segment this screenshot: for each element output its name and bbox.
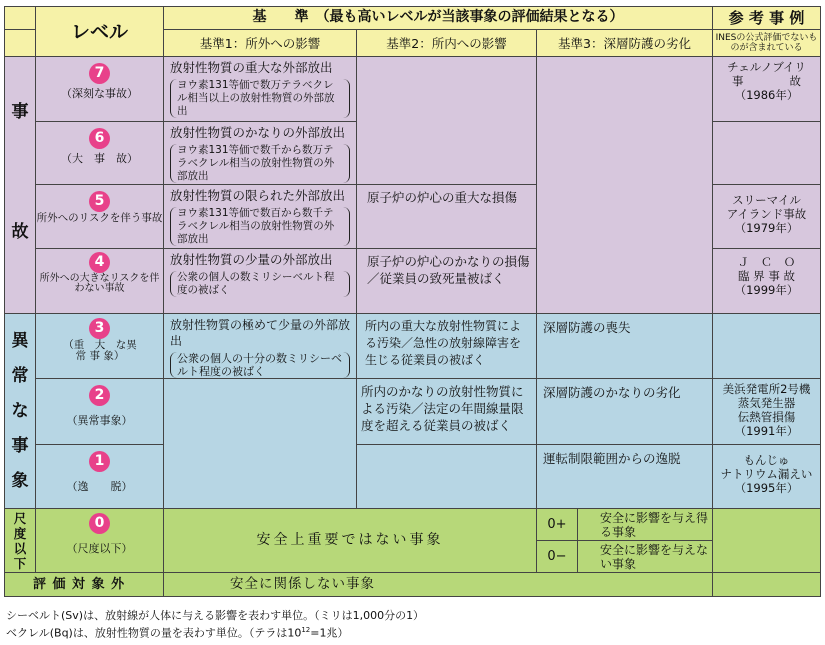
category-incident: 異 常 な 事 象 (5, 314, 36, 509)
ines-scale-table (4, 6, 821, 597)
category-accident: 事 故 (5, 57, 36, 314)
criteria-title: 基 準 （最も高いレベルが当該事象の評価結果となる） (252, 9, 624, 25)
level-title: レベル (70, 20, 128, 43)
c3-level3: 深層防護の喪失 (537, 314, 713, 379)
c3-level2: 深層防護のかなりの劣化 (537, 379, 713, 445)
header-level (36, 7, 164, 57)
ref-level0 (713, 509, 821, 573)
level0-text: 安全上重要ではない事象 (164, 509, 537, 573)
ref-level6 (713, 122, 821, 185)
level-name: 所外へのリスクを伴う事故 (36, 212, 163, 224)
level-badge: 1 (89, 451, 110, 472)
level-name: 所外への大きなリスクを伴わない事故 (39, 273, 160, 294)
level-name: （深刻な事故） (61, 87, 138, 100)
c1-level4: 放射性物質の少量の外部放出 公衆の個人の数ミリシーベルト程度の被ばく (164, 249, 357, 314)
header-ref (713, 7, 821, 30)
level-7 (36, 57, 164, 122)
c2-level7-6 (357, 57, 537, 185)
level0-plus-text: 安全に影響を与え得る事象 (600, 511, 709, 539)
c3-level1: 運転制限範囲からの逸脱 (537, 445, 713, 509)
header-ref-note: INESの公式評価でないものが含まれている (713, 30, 821, 57)
level-2 (36, 379, 164, 445)
level-badge: 7 (89, 63, 110, 84)
c1-level5: 放射性物質の限られた外部放出 ヨウ素131等価で数百から数千テラベクレル相当の放射性物質の外部放出 (164, 185, 357, 249)
level-1 (36, 445, 164, 509)
ref-level4: Ｊ Ｃ Ｏ 臨 界 事 故 （1999年） (713, 249, 821, 314)
header-criterion2: 基準2：所内への影響 (357, 30, 537, 57)
out-of-scale-text: 安全に関係しない事象 (164, 573, 713, 597)
level-name: （大 事 故） (61, 152, 138, 165)
ref-level2: 美浜発電所2号機 蒸気発生器 伝熱管損傷 （1991年） (713, 379, 821, 445)
ref-level3 (713, 314, 821, 379)
footnotes (6, 609, 424, 641)
c2-level4: 原子炉の炉心のかなりの損傷／従業員の致死量被ばく (357, 249, 537, 314)
level0-minus-label: 0− (537, 541, 578, 572)
note-sievert: シーベルト(Sv)は、放射線が人体に与える影響を表わす単位。（ミリは1,000分の1） (6, 609, 425, 622)
level0-sub (537, 509, 713, 573)
c1-level3: 放射性物質の極めて少量の外部放出 公衆の個人の十分の数ミリシーベルト程度の被ばく (164, 314, 357, 379)
level-name: （尺度以下） (66, 542, 133, 555)
level-badge: 0 (89, 513, 110, 534)
header-criterion3: 基準3：深層防護の劣化 (537, 30, 713, 57)
level-6 (36, 122, 164, 185)
level-badge: 4 (89, 252, 110, 273)
header-corner-2 (5, 30, 36, 57)
header-corner (5, 7, 36, 30)
out-of-scale-label: 評 価 対 象 外 (5, 573, 164, 597)
header-criteria (164, 7, 713, 30)
level-badge: 5 (89, 191, 110, 212)
c2-level2: 所内のかなりの放射性物質による汚染／法定の年間線量限度を超える従業員の被ばく (357, 379, 537, 445)
level-5 (36, 185, 164, 249)
ref-level7: チェルノブイリ 事 故 （1986年） (713, 57, 821, 122)
level-name: （異常事象） (66, 414, 133, 427)
level-3 (36, 314, 164, 379)
note-becquerel: ベクレル(Bq)は、放射性物質の量を表わす単位。（テラは$10^{12}=1$兆） (6, 626, 349, 640)
level-badge: 6 (89, 128, 110, 149)
ref-out-of-scale (713, 573, 821, 597)
level-badge: 2 (89, 385, 110, 406)
level0-minus-text: 安全に影響を与えない事象 (600, 543, 709, 571)
level-name: （逸 脱） (66, 480, 133, 493)
level0-plus-label: 0+ (537, 509, 578, 540)
ref-level1: もんじゅ ナトリウム漏えい （1995年） (713, 445, 821, 509)
c2-level1 (357, 445, 537, 509)
level-badge: 3 (89, 318, 110, 339)
level-name: （重 大 な異 常 事 象） (63, 339, 137, 362)
header-criterion1: 基準1：所外への影響 (164, 30, 357, 57)
c2-level5: 原子炉の炉心の重大な損傷 (357, 185, 537, 249)
level-4 (36, 249, 164, 314)
category-below-scale: 尺度以下 (5, 509, 36, 573)
c3-level7-4 (537, 57, 713, 314)
c1-level7: 放射性物質の重大な外部放出 ヨウ素131等価で数万テラベクレル相当以上の放射性物質の外部放出 (164, 57, 357, 122)
c1-level2-1 (164, 379, 357, 509)
level-0 (36, 509, 164, 573)
c2-level3: 所内の重大な放射性物質による汚染／急性の放射線障害を生じる従業員の被ばく (357, 314, 537, 379)
ref-title: 参 考 事 例 (728, 9, 805, 27)
ref-level5: スリーマイル アイランド事故 （1979年） (713, 185, 821, 249)
c1-level6: 放射性物質のかなりの外部放出 ヨウ素131等価で数千から数万テラベクレル相当の放射性物質の外部放出 (164, 122, 357, 185)
